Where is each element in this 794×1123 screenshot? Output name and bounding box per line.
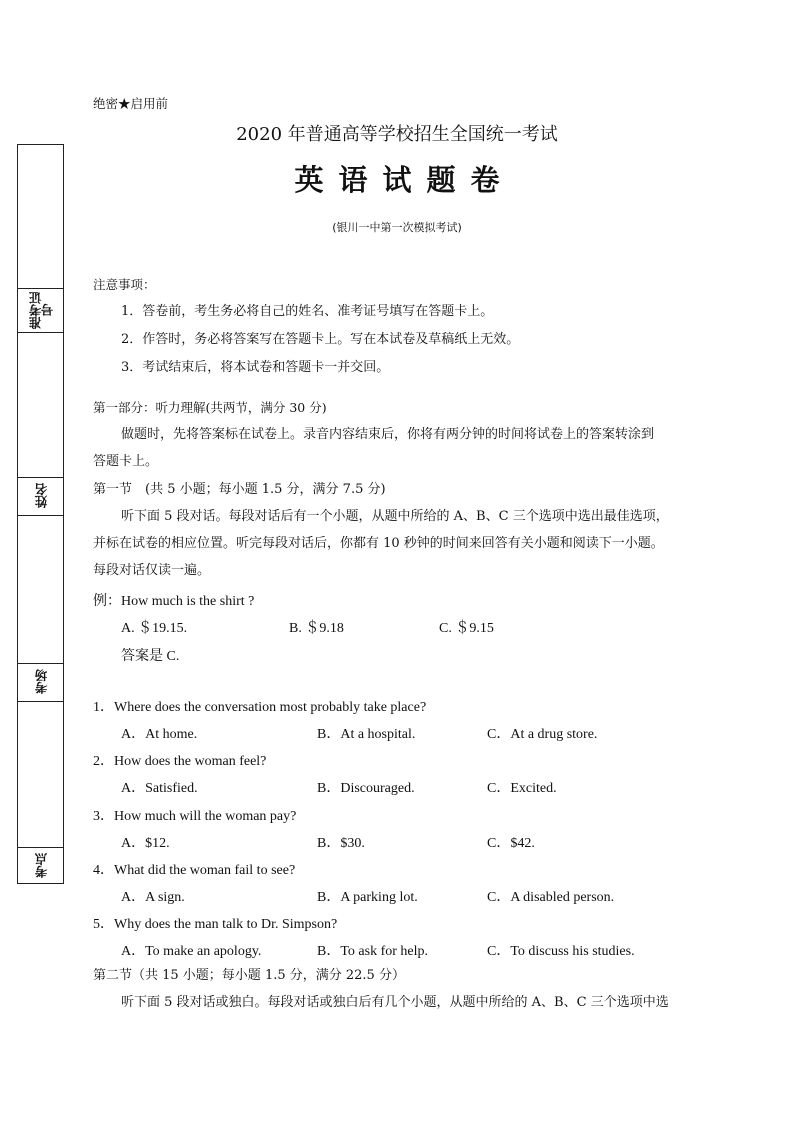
question-4-option-a: A．A sign. [121,890,185,905]
question-1: 1．Where does the conversation most probably take place? [93,700,427,715]
question-3-option-b: B．$30. [317,836,365,851]
confidential-label: 绝密★启用前 [93,96,169,111]
example-option-b: B. ＄9.18 [289,621,344,636]
question-3: 3．How much will the woman pay? [93,809,297,824]
section1-instruction: 每段对话仅读一遍。 [93,563,211,578]
side-label-name: 姓名 [34,483,49,509]
example-option-a: A. ＄19.15. [121,621,188,636]
part1-instruction: 答题卡上。 [93,454,159,469]
question-1-option-c: C．At a drug store. [487,727,598,742]
question-2: 2．How does the woman feel? [93,754,267,769]
section1-instruction: 听下面 5 段对话。每段对话后有一个小题，从题中所给的 A、B、C 三个选项中选出最佳选项， [121,509,669,524]
section1-instruction: 并标在试卷的相应位置。听完每段对话后，你都有 10 秒钟的时间来回答有关小题和阅读下一小题。 [93,536,664,551]
question-3-option-a: A．$12. [121,836,170,851]
note-item: 1．答卷前，考生务必将自己的姓名、准考证号填写在答题卡上。 [121,304,494,319]
exam-title: 2020 年普通高等学校招生全国统一考试 [236,124,558,145]
question-4-option-b: B．A parking lot. [317,890,418,905]
part1-heading: 第一部分：听力理解(共两节，满分 30 分) [93,400,327,415]
question-1-option-a: A．At home. [121,727,198,742]
candidate-info-box [17,144,64,884]
side-label-exam-number: 准考证号 [28,291,55,329]
example-option-c: C. ＄9.15 [439,621,494,636]
question-4-option-c: C．A disabled person. [487,890,615,905]
note-item: 2．作答时，务必将答案写在答题卡上。写在本试卷及草稿纸上无效。 [121,332,520,347]
exam-subtitle: (银川一中第一次模拟考试) [332,221,462,234]
section2-heading: 第二节（共 15 小题；每小题 1.5 分，满分 22.5 分） [93,968,405,983]
question-1-option-b: B．At a hospital. [317,727,416,742]
question-5-option-a: A．To make an apology. [121,944,262,959]
side-divider [18,701,63,702]
example-question: 例：How much is the shirt ? [93,594,255,609]
example-answer: 答案是 C. [121,649,180,664]
question-5-option-c: C．To discuss his studies. [487,944,635,959]
question-5-option-b: B．To ask for help. [317,944,429,959]
section2-instruction: 听下面 5 段对话或独白。每段对话或独白后有几个小题，从题中所给的 A、B、C 三个选项中选 [121,995,669,1010]
question-2-option-a: A．Satisfied. [121,781,198,796]
side-label-exam-site: 考点 [34,853,49,879]
question-5: 5．Why does the man talk to Dr. Simpson? [93,917,338,932]
side-label-exam-room: 考场 [34,669,49,695]
question-2-option-b: B．Discouraged. [317,781,415,796]
question-2-option-c: C．Excited. [487,781,557,796]
subject-title: 英语试题卷 [294,163,515,197]
question-3-option-c: C．$42. [487,836,535,851]
side-divider [18,332,63,333]
note-item: 3．考试结束后，将本试卷和答题卡一并交回。 [121,360,390,375]
section1-heading: 第一节 (共 5 小题；每小题 1.5 分，满分 7.5 分) [93,482,386,497]
part1-instruction: 做题时，先将答案标在试卷上。录音内容结束后，你将有两分钟的时间将试卷上的答案转涂到 [121,427,655,442]
side-divider [18,515,63,516]
notes-heading: 注意事项： [93,277,156,292]
question-4: 4．What did the woman fail to see? [93,863,296,878]
